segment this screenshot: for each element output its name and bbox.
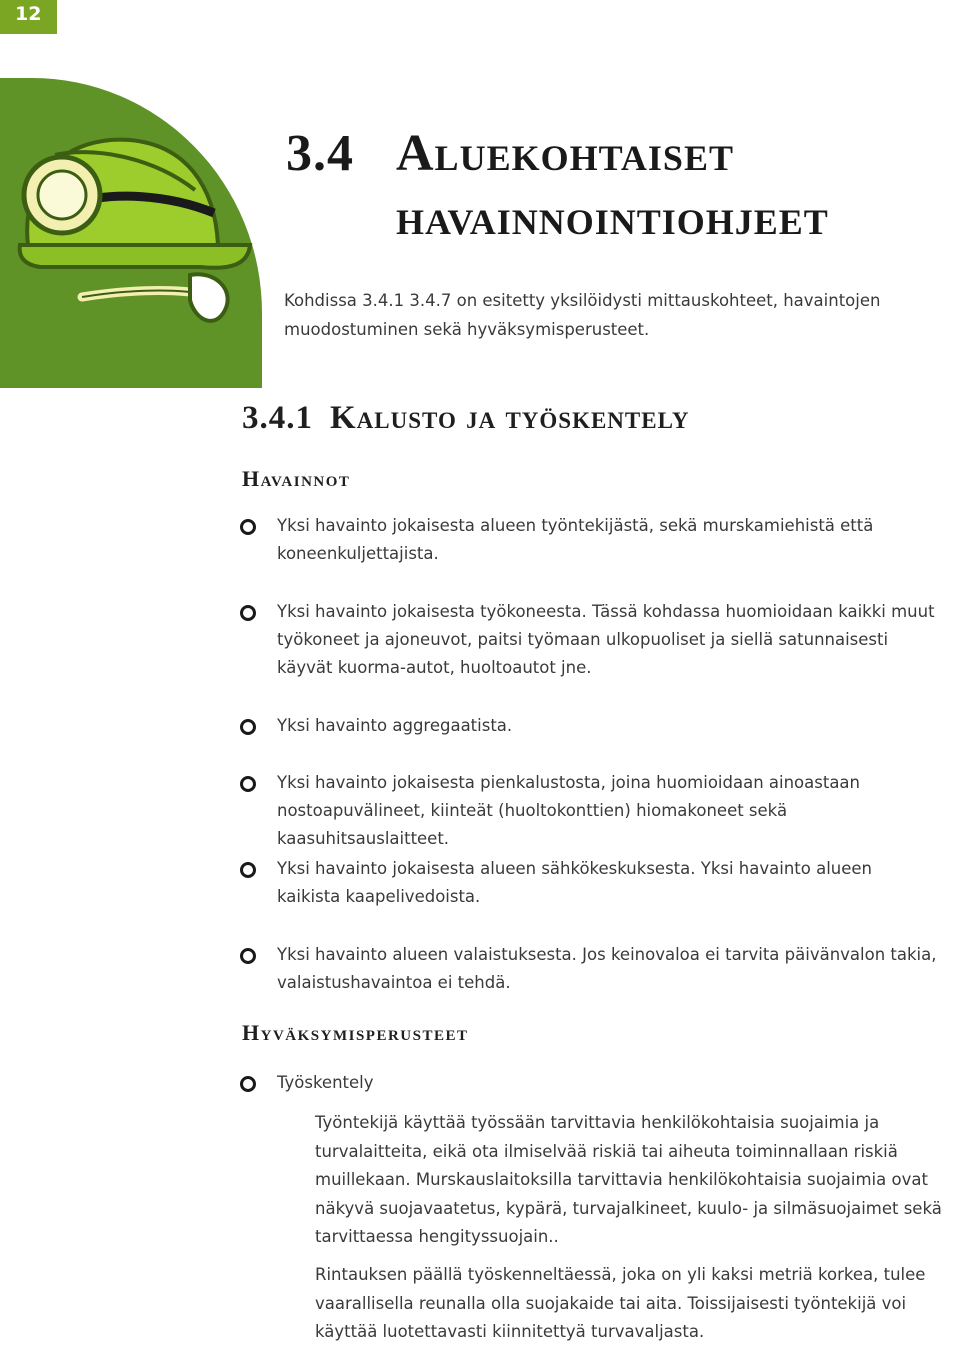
list-item-text: Yksi havainto jokaisesta pienkalustosta, joina huomioidaan ainoastaan nostoapuvälineet, kiinteät (huoltokonttien) hiomakoneet sekä kaasuhitsauslaitteet. <box>277 773 861 848</box>
page-number-box <box>0 0 57 34</box>
list-item-text: Yksi havainto aggregaatista. <box>277 716 513 735</box>
helmet-illustration <box>0 95 255 335</box>
list-item <box>240 512 940 568</box>
list-item-text: Yksi havainto jokaisesta alueen sähkökeskuksesta. Yksi havainto alueen kaikista kaapelivedoista. <box>277 859 873 906</box>
section-intro: Kohdissa 3.4.1 3.4.7 on esitetty yksilöidysti mittauskohteet, havaintojen muodostuminen sekä hyväksymisperusteet. <box>284 291 881 339</box>
acceptance-paragraph: Työntekijä käyttää työssään tarvittavia henkilökohtaisia suojaimia ja turvalaitteita, eikä ota ilmiselvää riskiä tai aiheuta toiminnallaan riskiä muillekaan. Murskauslaitoksilla tarvittavia henkilökohtaisia suojaimia ovat näkyvä suojavaatetus, kypärä, turvajalkineet, kuulo- ja silmäsuojaimet sekä tarvittaessa hengityssuojain.. <box>315 1113 942 1246</box>
list-item <box>240 941 940 997</box>
acceptance-heading: Hyväksymisperusteet <box>242 1020 469 1045</box>
list-item-text: Yksi havainto jokaisesta alueen työntekijästä, sekä murskamiehistä että koneenkuljettajista. <box>277 516 874 563</box>
bullet-ring-icon <box>240 776 256 792</box>
section-title-line1: Aluekohtaiset <box>396 125 734 182</box>
list-item-text: Yksi havainto jokaisesta työkoneesta. Tässä kohdassa huomioidaan kaikki muut työkoneet ja ajoneuvot, paitsi työmaan ulkopuoliset ja siellä satunnaisesti käyvät kuorma-autot, huoltoautot jne. <box>277 602 935 677</box>
list-item-text: Työskentely <box>277 1073 374 1092</box>
bullet-ring-icon <box>240 719 256 735</box>
subsection-number: 3.4.1 <box>242 400 313 436</box>
list-item <box>240 1069 940 1097</box>
list-item <box>240 712 940 740</box>
subsection-title <box>242 400 689 437</box>
list-item-text: Yksi havainto alueen valaistuksesta. Jos keinovaloa ei tarvita päivänvalon takia, valaistushavaintoa ei tehdä. <box>277 945 937 992</box>
list-item <box>240 855 940 911</box>
bullet-ring-icon <box>240 948 256 964</box>
bullet-ring-icon <box>240 1076 256 1092</box>
section-title-line2: havainnointiohjeet <box>396 189 829 246</box>
subsection-title-text: Kalusto ja työskentely <box>330 400 690 436</box>
observations-heading: Havainnot <box>242 466 351 491</box>
bullet-ring-icon <box>240 519 256 535</box>
acceptance-paragraph: Rintauksen päällä työskenneltäessä, joka on yli kaksi metriä korkea, tulee vaarallisella reunalla olla suojakaide tai aita. Toissijaisesti työntekijä voi käyttää luotettavasti kiinnitettyä turvavaljasta. <box>315 1265 926 1341</box>
section-number: 3.4 <box>286 125 354 182</box>
list-item <box>240 598 940 682</box>
bullet-ring-icon <box>240 605 256 621</box>
page-number: 12 <box>15 3 42 25</box>
list-item <box>240 769 940 853</box>
section-title <box>286 122 829 250</box>
bullet-ring-icon <box>240 862 256 878</box>
